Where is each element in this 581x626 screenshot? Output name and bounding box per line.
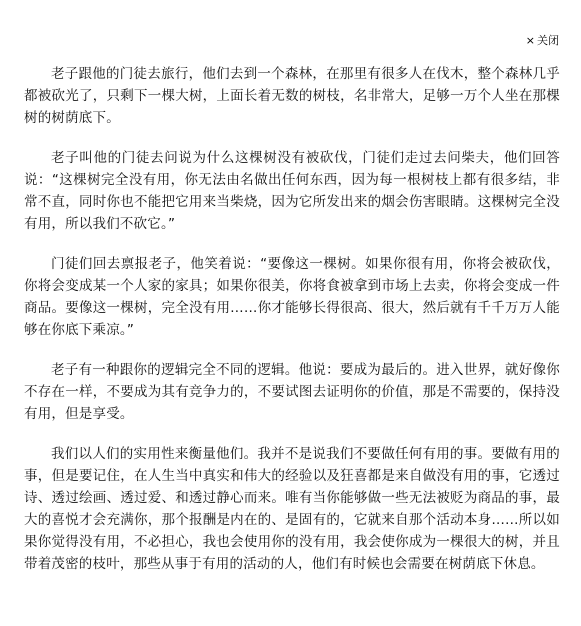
paragraph: 我们以人们的实用性来衡量他们。我并不是说我们不要做任何有用的事。要做有用的事，但是要记住，在人生当中真实和伟大的经验以及狂喜都是来自做没有用的事，它透过诗、透过绘画、透过爱、和透过静心而来。唯有当你能够做一些无法被贬为商品的事，最大的喜悦才会充满你，那个报酬是内在的、是固有的，它就来自那个活动本身……所以如果你觉得没有用，不必担心，我也会使用你的没有用，我会使你成为一棵很大的树，并且带着茂密的枝叶，那些从事于有用的活动的人，他们有时候也会需要在树荫底下休息。 <box>24 446 560 572</box>
paragraph: 老子有一种跟你的逻辑完全不同的逻辑。他说：要成为最后的。进入世界，就好像你不存在一样，不要成为其有竞争力的，不要试图去证明你的价值，那是不需要的，保持没有用，但是享受。 <box>24 362 560 422</box>
close-label: 关闭 <box>537 34 559 47</box>
paragraph: 老子叫他的门徒去问说为什么这棵树没有被砍伐，门徒们走过去问柴夫，他们回答说：“这棵树完全没有用，你无法由名做出任何东西，因为每一根树枝上都有很多结，非常不直，同时你也不能把它用来当柴烧，因为它所发出来的烟会伤害眼睛。这棵树完全没有用，所以我们不砍它。” <box>24 150 560 232</box>
article-body <box>24 63 560 593</box>
paragraph: 门徒们回去禀报老子，他笑着说：“要像这一棵树。如果你很有用，你将会被砍伐，你将会变成某一个人家的家具；如果你很美，你将食被拿到市场上去卖，你将会变成一件商品。要像这一棵树，完全没有用……你才能够长得很高、很大，然后就有千千万万人能够在你底下乘凉。” <box>24 256 560 338</box>
close-link[interactable] <box>526 34 559 48</box>
paragraph: 老子跟他的门徒去旅行，他们去到一个森林，在那里有很多人在伐木，整个森林几乎都被砍光了，只剩下一棵大树，上面长着无数的树枝，名非常大，足够一万个人坐在那棵树的树荫底下。 <box>24 66 560 126</box>
close-icon: × <box>525 34 535 47</box>
